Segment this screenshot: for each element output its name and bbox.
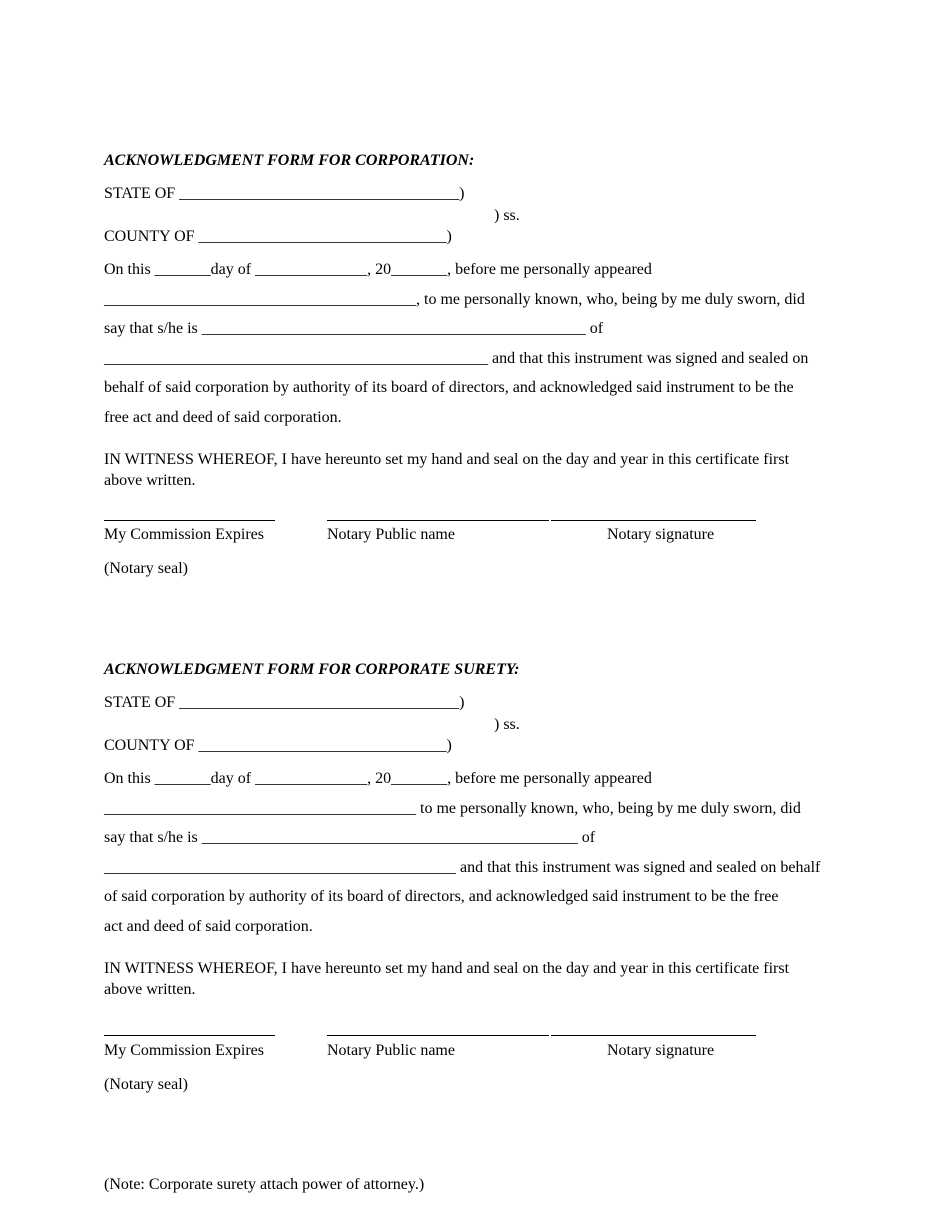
state-line: STATE OF ___________________________________) xyxy=(104,185,465,202)
section-heading: ACKNOWLEDGMENT FORM FOR CORPORATE SURETY: xyxy=(104,661,520,678)
body-line: On this _______day of ______________, 20_______, before me personally appeared xyxy=(104,770,652,787)
commission-signature-line xyxy=(104,520,275,521)
body-line: say that s/he is _______________________________________________ of xyxy=(104,829,596,846)
witness-line: above written. xyxy=(104,981,196,998)
body-line: On this _______day of ______________, 20_______, before me personally appeared xyxy=(104,261,652,278)
body-line: of said corporation by authority of its board of directors, and acknowledged said instrument to be the free xyxy=(104,888,779,905)
footer-note: (Note: Corporate surety attach power of attorney.) xyxy=(104,1176,425,1193)
notary-name-signature-line xyxy=(327,520,549,521)
body-line: _______________________________________ to me personally known, who, being by me duly sworn, did xyxy=(104,800,801,817)
body-line: act and deed of said corporation. xyxy=(104,918,313,935)
ss-marker: ) ss. xyxy=(494,716,520,733)
body-line: free act and deed of said corporation. xyxy=(104,409,342,426)
body-line: ________________________________________________ and that this instrument was signed and sealed on xyxy=(104,350,809,367)
commission-expires-label: My Commission Expires xyxy=(104,1042,265,1059)
body-line: behalf of said corporation by authority of its board of directors, and acknowledged said instrument to be the xyxy=(104,379,794,396)
ss-marker: ) ss. xyxy=(494,207,520,224)
notary-name-signature-line xyxy=(327,1035,549,1036)
notary-name-label: Notary Public name xyxy=(327,1042,455,1059)
notary-signature-line xyxy=(551,520,756,521)
section-heading: ACKNOWLEDGMENT FORM FOR CORPORATION: xyxy=(104,152,475,169)
body-line: _______________________________________, to me personally known, who, being by me duly sworn, did xyxy=(104,291,805,308)
notary-name-label: Notary Public name xyxy=(327,526,455,543)
witness-line: above written. xyxy=(104,472,196,489)
commission-signature-line xyxy=(104,1035,275,1036)
notary-seal-label: (Notary seal) xyxy=(104,1076,188,1093)
notary-signature-label: Notary signature xyxy=(607,526,715,543)
state-line: STATE OF ___________________________________) xyxy=(104,694,465,711)
witness-line: IN WITNESS WHEREOF, I have hereunto set my hand and seal on the day and year in this certificate first xyxy=(104,960,790,977)
commission-expires-label: My Commission Expires xyxy=(104,526,265,543)
county-line: COUNTY OF _______________________________) xyxy=(104,228,452,245)
body-line: say that s/he is ________________________________________________ of xyxy=(104,320,604,337)
notary-signature-line xyxy=(551,1035,756,1036)
body-line: ____________________________________________ and that this instrument was signed and sealed on behalf xyxy=(104,859,821,876)
notary-signature-label: Notary signature xyxy=(607,1042,715,1059)
county-line: COUNTY OF _______________________________) xyxy=(104,737,452,754)
notary-seal-label: (Notary seal) xyxy=(104,560,188,577)
witness-line: IN WITNESS WHEREOF, I have hereunto set my hand and seal on the day and year in this certificate first xyxy=(104,451,790,468)
